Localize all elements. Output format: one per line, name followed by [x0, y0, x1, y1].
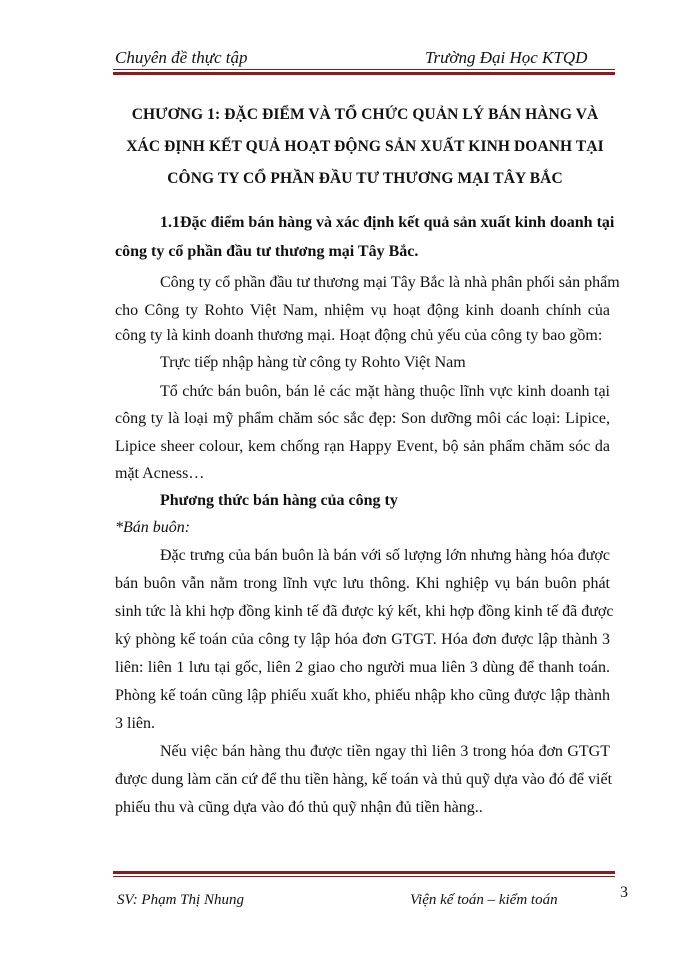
paragraph-line: Tổ chức bán buôn, bán lẻ các mặt hàng thuộc lĩnh vực kinh doanh tại: [160, 383, 610, 400]
header-rule-thin: [113, 69, 615, 70]
paragraph-line: Công ty cổ phần đầu tư thương mại Tây Bắc là nhà phân phối sản phẩm: [160, 274, 620, 291]
header-right-title: Trường Đại Học KTQD: [425, 48, 588, 67]
footer-rule-thick: [113, 871, 615, 874]
chapter-title-line: CÔNG TY CỔ PHẦN ĐẦU TƯ THƯƠNG MẠI TÂY BẮC: [167, 170, 563, 187]
section-heading-line: 1.1Đặc điểm bán hàng và xác định kết quả sản xuất kinh doanh tại: [160, 214, 615, 231]
paragraph-line: Lipice sheer colour, kem chống rạn Happy Event, bộ sản phẩm chăm sóc da: [115, 438, 610, 455]
paragraph-line: công ty là loại mỹ phẩm chăm sóc sắc đẹp: Son dưỡng môi các loại: Lipice,: [115, 410, 610, 427]
paragraph-line: mặt Acness…: [115, 465, 205, 482]
paragraph-line: Phòng kế toán cũng lập phiếu xuất kho, phiếu nhập kho cũng được lập thành: [115, 687, 610, 704]
page-number: 3: [620, 884, 628, 901]
section-heading-line: công ty cổ phần đầu tư thương mại Tây Bắc.: [115, 243, 419, 260]
paragraph-line: sinh tức là khi hợp đồng kinh tế đã được ký kết, khi hợp đồng kinh tế đã được: [115, 603, 614, 620]
chapter-title-line: CHƯƠNG 1: ĐẶC ĐIỂM VÀ TỔ CHỨC QUẢN LÝ BÁN HÀNG VÀ: [131, 106, 599, 123]
footer-rule-thin: [113, 876, 615, 877]
subheading-line: *Bán buôn:: [115, 519, 191, 536]
paragraph-line: ký phòng kế toán của công ty lập hóa đơn GTGT. Hóa đơn được lập thành 3: [115, 631, 610, 648]
paragraph-line: công ty là kinh doanh thương mại. Hoạt động chủ yếu của công ty bao gồm:: [115, 327, 603, 344]
paragraph-line: bán buôn vẫn nằm trong lĩnh vực lưu thông. Khi nghiệp vụ bán buôn phát: [115, 575, 610, 592]
paragraph-line: phiếu thu và cũng dựa vào đó thủ quỹ nhận đủ tiền hàng..: [115, 799, 483, 816]
chapter-title: [100, 99, 630, 195]
header-left-title: Chuyên đề thực tập: [115, 48, 248, 67]
paragraph-line: cho Công ty Rohto Việt Nam, nhiệm vụ hoạt động kinh doanh chính của: [115, 302, 610, 319]
header-rule-thick: [113, 72, 615, 75]
paragraph-line: Đặc trưng của bán buôn là bán với số lượng lớn nhưng hàng hóa được: [160, 547, 610, 564]
paragraph-line: Trực tiếp nhập hàng từ công ty Rohto Việt Nam: [160, 354, 466, 371]
footer-student-name: SV: Phạm Thị Nhung: [117, 892, 244, 908]
paragraph-line: được dung làm căn cứ để thu tiền hàng, kế toán và thủ quỹ dựa vào đó để viết: [115, 771, 613, 788]
footer-department: Viện kế toán – kiểm toán: [410, 892, 558, 908]
paragraph-line: Nếu việc bán hàng thu được tiền ngay thì liên 3 trong hóa đơn GTGT: [160, 743, 610, 760]
chapter-title-line: XÁC ĐỊNH KẾT QUẢ HOẠT ĐỘNG SẢN XUẤT KINH DOANH TẠI: [126, 138, 604, 155]
paragraph-line: 3 liên.: [115, 715, 155, 732]
subheading-line: Phương thức bán hàng của công ty: [160, 492, 398, 509]
paragraph-line: liên: liên 1 lưu tại gốc, liên 2 giao cho người mua liên 3 dùng để thanh toán.: [115, 659, 610, 676]
